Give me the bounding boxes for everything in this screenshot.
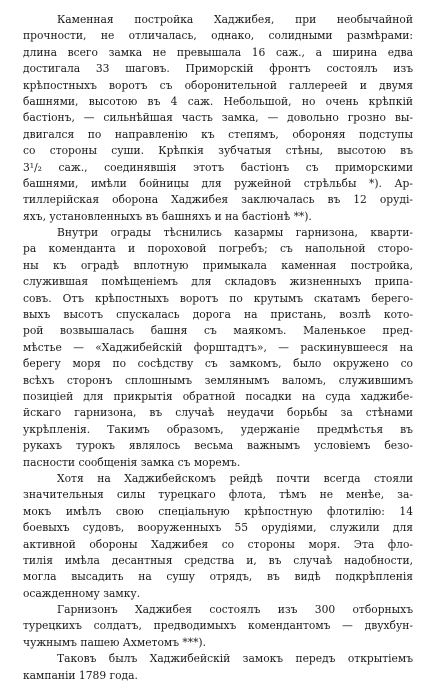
paragraph <box>23 602 413 651</box>
text-line: яхъ, установленныхъ въ башняхъ и на бастіонѣ **). <box>23 209 312 223</box>
text-line: значительныя силы турецкаго флота, тѣмъ не менѣе, за- <box>23 488 413 502</box>
text-line: Таковъ былъ Хаджибейскій замокъ передъ открытіемъ <box>57 652 413 666</box>
text-line: башнями, имѣли бойницы для ружейной стрѣльбы *). Ар- <box>23 176 413 190</box>
text-line: ны къ оградѣ вплотную примыкала каменная постройка, <box>23 258 413 272</box>
text-line: выхъ высотъ спускалась дорога на пристань, возлѣ кото- <box>23 308 413 322</box>
text-line: берегу моря по сосѣдству съ замкомъ, было окружено со <box>23 357 413 371</box>
text-line: Хотя на Хаджибейскомъ рейдѣ почти всегда стояли <box>57 471 413 485</box>
text-line: всѣхъ сторонъ сплошнымъ землянымъ валомъ, служившимъ <box>23 373 413 387</box>
text-line: бастіонъ, — сильнѣйшая часть замка, — довольно грозно вы- <box>23 111 413 125</box>
text-line: укрѣпленія. Такимъ образомъ, удержаніе предмѣстья въ <box>23 422 413 436</box>
text-line: 3¹/₂ саж., соединявшія этотъ бастіонъ съ приморскими <box>23 160 413 174</box>
paragraph <box>23 651 413 684</box>
text-line: Каменная постройка Хаджибея, при необычайной <box>57 13 413 26</box>
text-line: достигала 33 шаговъ. Приморскій фронтъ состоялъ изъ <box>23 62 413 76</box>
text-line: мѣстье — «Хаджибейскій форштадтъ», — раскинувшееся на <box>23 340 413 354</box>
text-line: рой возвышалась башня съ маякомъ. Маленькое пред- <box>23 324 413 338</box>
text-line: турецкихъ солдатъ, предводимыхъ комендантомъ — двухбун- <box>23 619 413 633</box>
text-line: могла высадить на сушу отрядъ, въ видѣ подкрѣпленія <box>23 570 413 584</box>
text-line: пасности сообщенія замка съ моремъ. <box>23 455 241 469</box>
text-line: со стороны суши. Крѣпкія зубчатыя стѣны, высотою въ <box>23 144 413 158</box>
text-line: тиллерійская оборона Хаджибея заключалась въ 12 оруді- <box>23 193 413 207</box>
text-line: Гарнизонъ Хаджибея состоялъ изъ 300 отборныхъ <box>57 603 413 617</box>
text-line: йскаго гарнизона, въ случаѣ неудачи борьбы за стѣнами <box>23 406 413 420</box>
paragraph <box>23 225 413 471</box>
text-line: активной обороны Хаджибея со стороны моря. Эта фло- <box>23 537 413 551</box>
text-line: позиціей для прикрытія обратной посадки на суда хаджибе- <box>23 389 413 403</box>
text-line: Внутри ограды тѣснились казармы гарнизона, кварти- <box>57 226 413 240</box>
text-line: прочности, не отличалась, однако, солидными размѣрами: <box>23 29 413 43</box>
text-line: тилія имѣла десантныя средства и, въ случаѣ надобности, <box>23 553 413 567</box>
document-body <box>23 12 413 684</box>
paragraph <box>23 12 413 225</box>
text-line: боевыхъ судовъ, вооруженныхъ 55 орудіями, служили для <box>23 521 413 535</box>
text-line: двигался по направленію къ степямъ, обороняя подступы <box>23 127 413 141</box>
text-line: кампаніи 1789 года. <box>23 668 138 682</box>
text-line: ра коменданта и пороховой погребъ; съ напольной сторо- <box>23 242 413 256</box>
text-line: башнями, высотою въ 4 саж. Небольшой, но очень крѣпкій <box>23 94 413 108</box>
text-line: крѣпостныхъ воротъ съ оборонительной галлереей и двумя <box>23 78 413 92</box>
paragraph <box>23 471 413 602</box>
text-line: мокъ имѣлъ свою спеціальную крѣпостную флотилію: 14 <box>23 504 413 518</box>
text-line: служившая помѣщеніемъ для складовъ жизненныхъ припа- <box>23 275 413 289</box>
text-line: чужнымъ пашею Ахметомъ ***). <box>23 635 206 649</box>
text-line: осажденному замку. <box>23 586 141 600</box>
text-line: длина всего замка не превышала 16 саж., а ширина едва <box>23 45 413 59</box>
text-line: рукахъ турокъ являлось весьма важнымъ условіемъ безо- <box>23 439 413 453</box>
text-line: совъ. Отъ крѣпостныхъ воротъ по крутымъ скатамъ берего- <box>23 291 413 305</box>
